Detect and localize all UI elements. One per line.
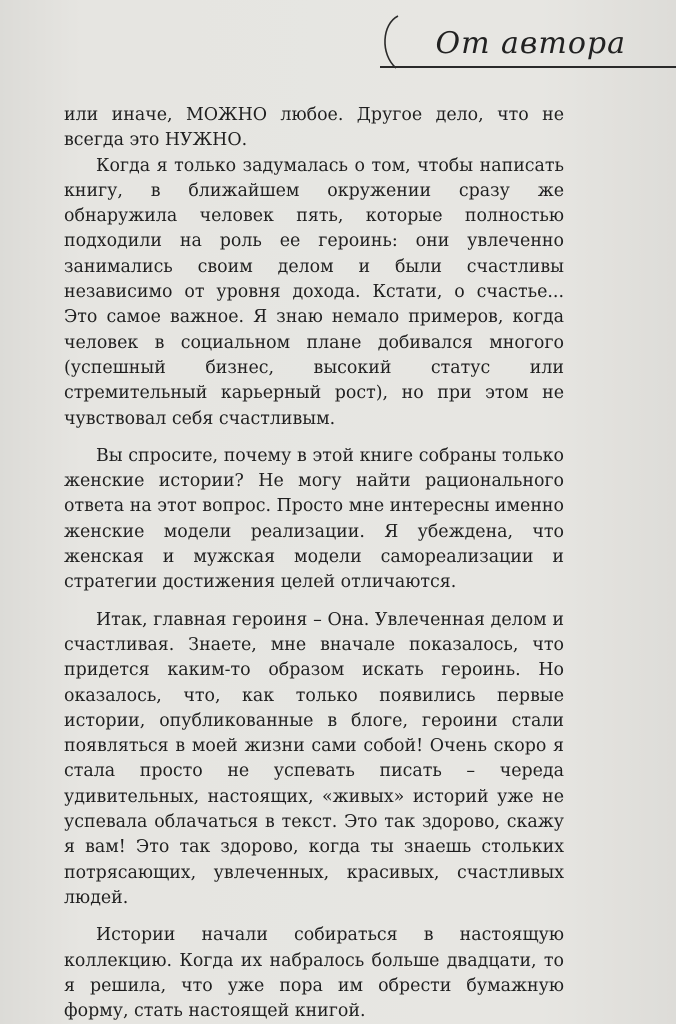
paragraph-3: Вы спросите, почему в этой книге собраны только женские истории? Не могу найти рационального ответа на этот вопрос. Просто мне интересны именно женские модели реализации. Я убеждена, что женская и мужская модели самореализации и стратегии достижения целей отличаются. — [64, 445, 564, 593]
paragraph-5: Истории начали собираться в настоящую коллекцию. Когда их набралось больше двадцати, то я решила, что уже пора им обрести бумажную форму, стать настоящей книгой. — [64, 925, 564, 1022]
header-rule — [380, 66, 676, 68]
header-flourish — [376, 14, 406, 70]
running-header — [380, 14, 676, 70]
body-text — [64, 103, 564, 1024]
paragraph-1: или иначе, МОЖНО любое. Другое дело, что не всегда это НУЖНО. — [64, 105, 564, 151]
section-title: От автора — [435, 26, 626, 61]
paragraph-4: Итак, главная героиня – Она. Увлеченная делом и счастливая. Знаете, мне вначале показалось, что придется каким-то образом искать героинь. Но оказалось, что, как только появились первые истории, опубликованные в блоге, героини стали появляться в моей жизни сами собой! Очень скоро я стала просто не успевать писать – череда удивительных, настоящих, «живых» историй уже не успевала облачаться в текст. Это так здорово, скажу я вам! Это так здорово, когда ты знаешь стольких потрясающих, увлеченных, красивых, счастливых людей. — [64, 609, 564, 908]
paragraph-2: Когда я только задумалась о том, чтобы написать книгу, в ближайшем окружении сразу же обнаружила человек пять, которые полностью подходили на роль ее героинь: они увлеченно занимались своим делом и были счастливы независимо от уровня дохода. Кстати, о счастье... Это самое важное. Я знаю немало примеров, когда человек в социальном плане добивался многого (успешный бизнес, высокий статус или стремительный карьерный рост), но при этом не чувствовал себя счастливым. — [64, 155, 564, 429]
